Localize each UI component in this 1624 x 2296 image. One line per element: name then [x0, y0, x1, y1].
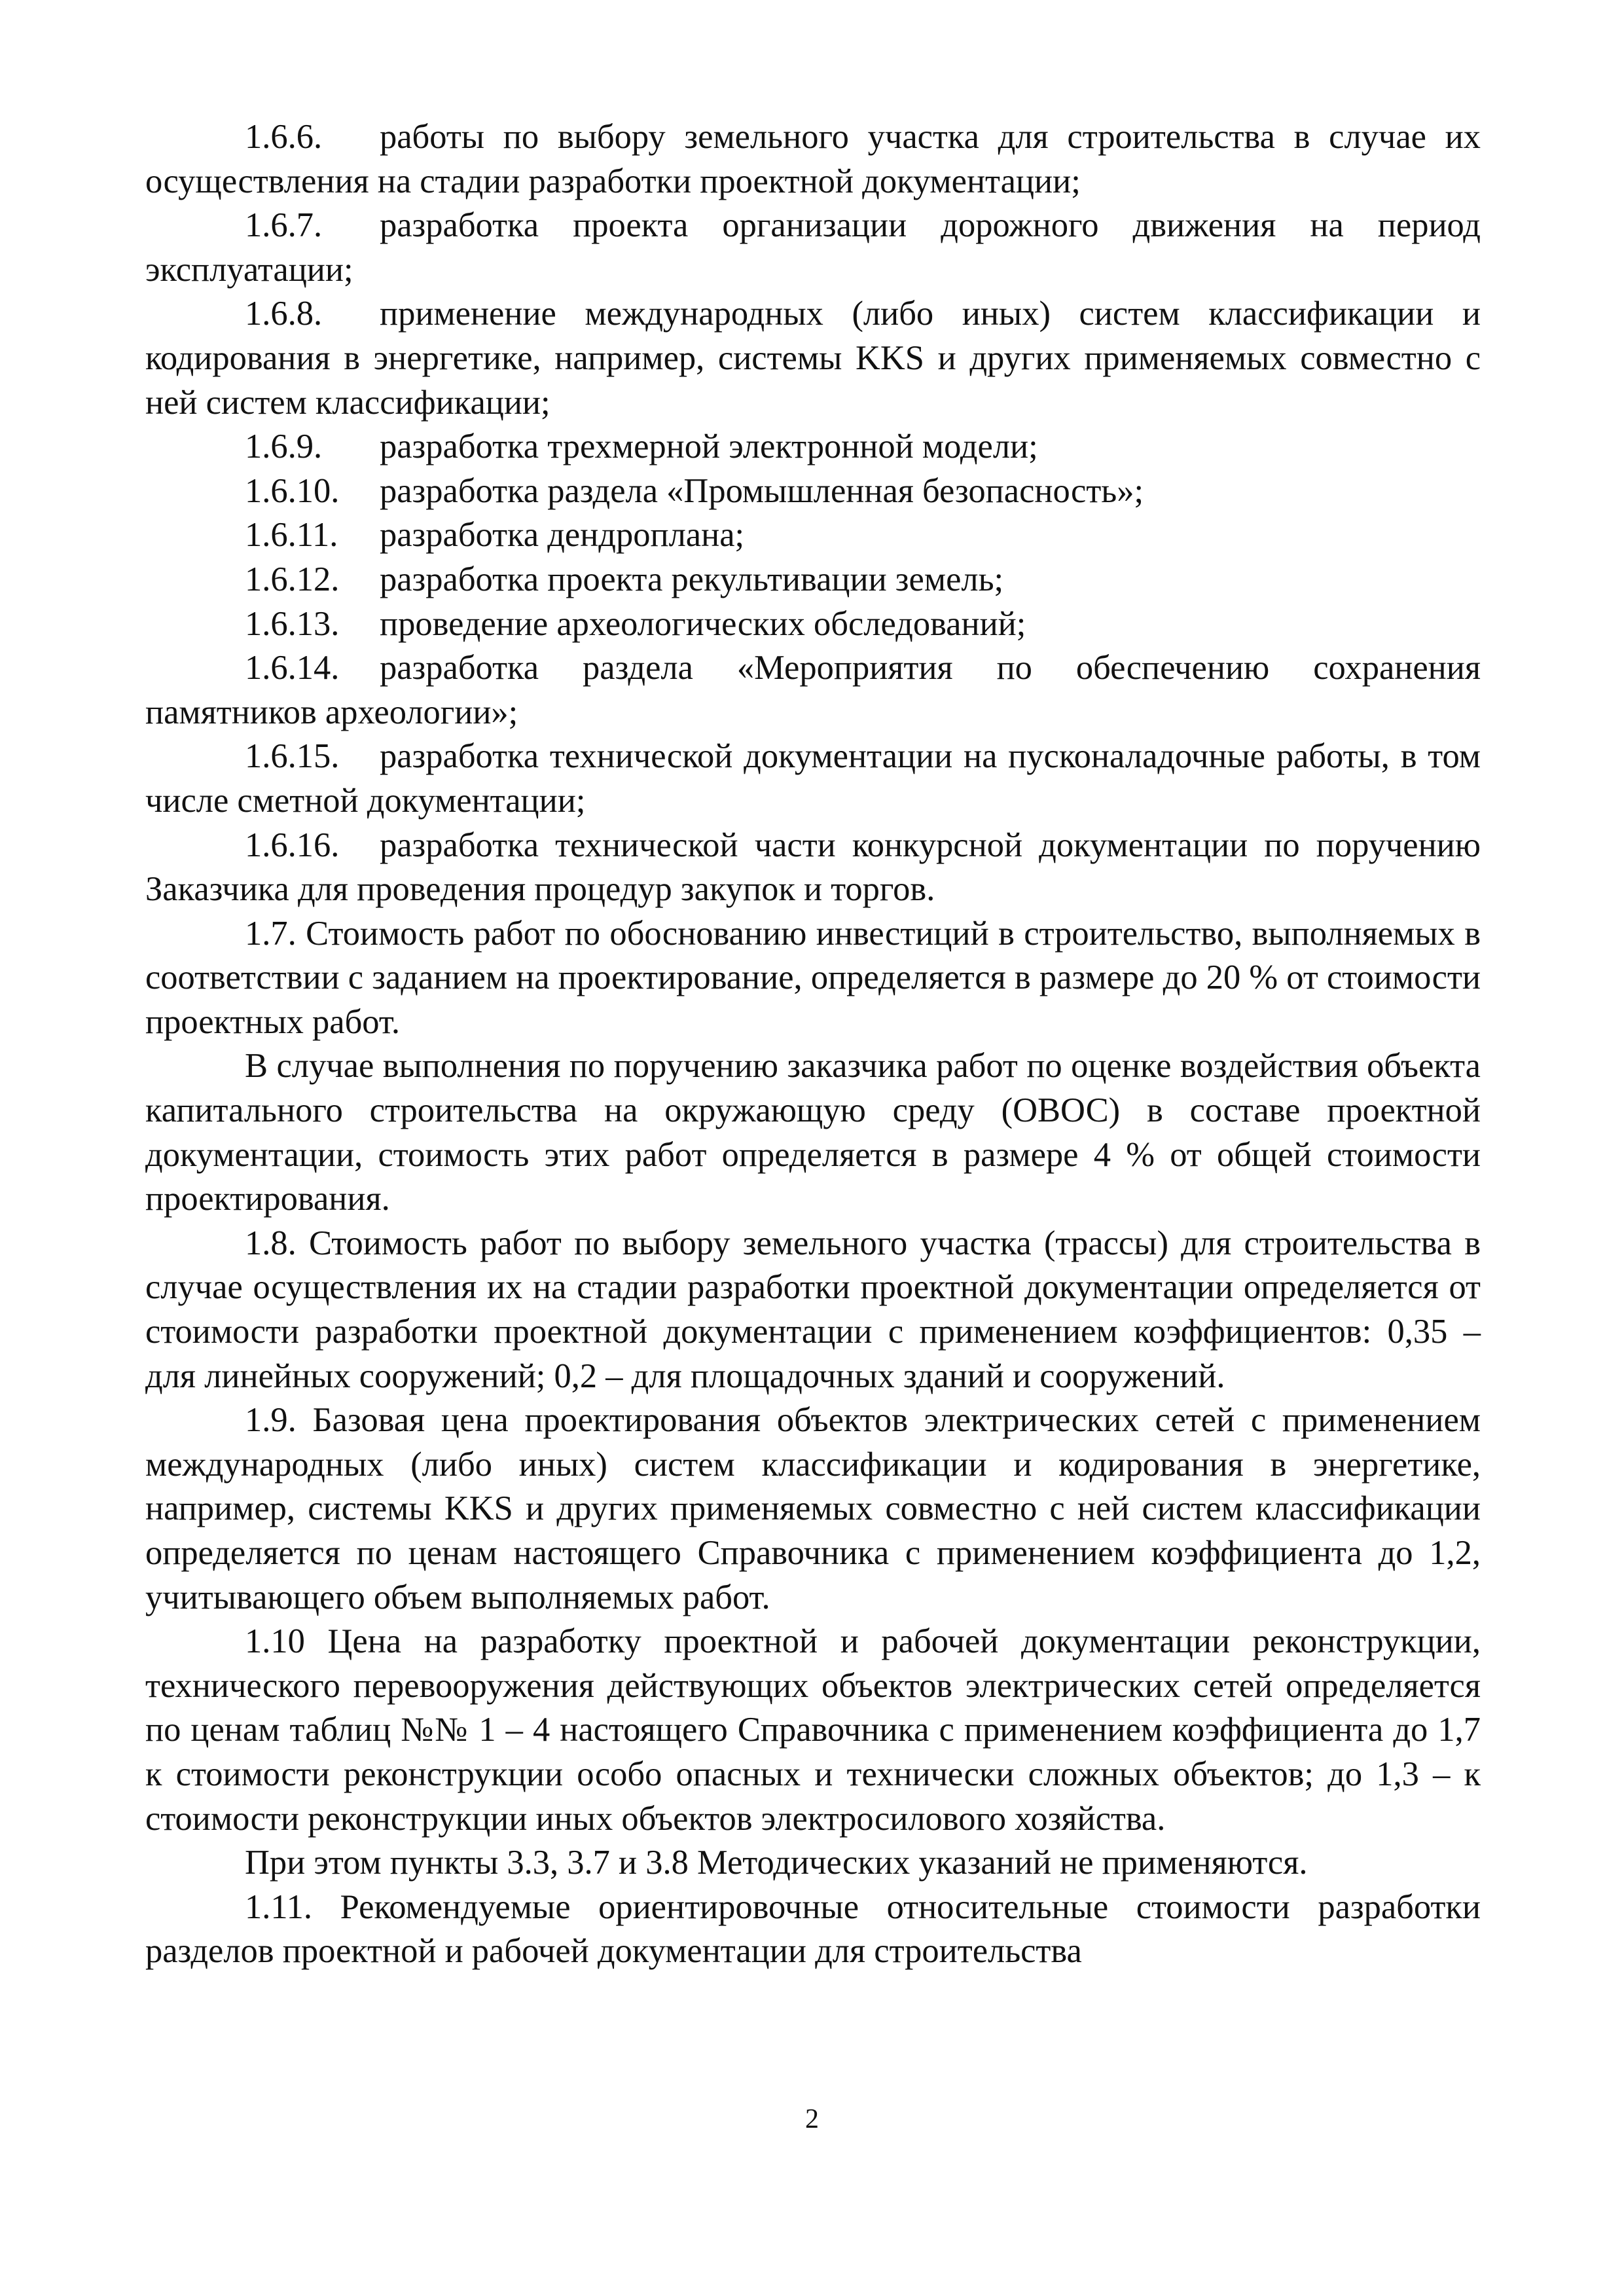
document-body — [145, 115, 1481, 1974]
paragraph-1-7: 1.7. Стоимость работ по обоснованию инвестиций в строительство, выполняемых в соответствии с заданием на проектирование, определяется в размере до 20 % от стоимости проектных работ. — [145, 914, 1481, 1041]
list-item-1-6-9 — [145, 425, 1481, 469]
list-item-1-6-6 — [145, 115, 1481, 204]
paragraph-1-10: 1.10 Цена на разработку проектной и рабочей документации реконструкции, технического перевооружения действующих объектов электрических сетей определяется по ценам таблиц №№ 1 – 4 настоящего Справочника с применением коэффициента до 1,7 к стоимости реконструкции особо опасных и технически сложных объектов; до 1,3 – к стоимости реконструкции иных объектов электросилового хозяйства. — [145, 1622, 1481, 1838]
list-item-1-6-15 — [145, 735, 1481, 823]
list-item-1-6-10 — [145, 469, 1481, 514]
item-number: 1.6.16. — [245, 826, 340, 864]
item-text: разработка проекта организации дорожного движения на период эксплуатации; — [145, 206, 1481, 289]
item-text: разработка технической документации на пусконаладочные работы, в том числе сметной документации; — [145, 737, 1481, 820]
item-number: 1.6.9. — [245, 428, 323, 466]
list-item-1-6-16 — [145, 824, 1481, 912]
paragraph-1-11: 1.11. Рекомендуемые ориентировочные относительные стоимости разработки разделов проектной и рабочей документации для строительства — [145, 1887, 1481, 1971]
item-number: 1.6.6. — [245, 118, 323, 156]
item-number: 1.6.11. — [245, 516, 338, 555]
item-number: 1.6.15. — [245, 737, 340, 776]
item-text: разработка трехмерной электронной модели; — [380, 428, 1038, 466]
item-number: 1.6.7. — [245, 206, 323, 245]
item-number: 1.6.13. — [245, 604, 340, 643]
item-text: разработка технической части конкурсной документации по поручению Заказчика для проведения процедур закупок и торгов. — [145, 826, 1481, 909]
item-text: разработка дендроплана; — [380, 516, 745, 555]
list-item-1-6-7 — [145, 204, 1481, 292]
paragraph-ovos: В случае выполнения по поручению заказчика работ по оценке воздействия объекта капитального строительства на окружающую среду (ОВОС) в составе проектной документации, стоимость этих работ определяется в размере 4 % от общей стоимости проектирования. — [145, 1047, 1481, 1218]
item-text: разработка раздела «Промышленная безопасность»; — [380, 471, 1144, 510]
item-text: разработка проекта рекультивации земель; — [380, 560, 1004, 598]
item-number: 1.6.12. — [245, 560, 340, 598]
item-number: 1.6.8. — [245, 295, 323, 333]
item-text: разработка раздела «Мероприятия по обеспечению сохранения памятников археологии»; — [145, 649, 1481, 731]
paragraph-exceptions: При этом пункты 3.3, 3.7 и 3.8 Методических указаний не применяются. — [245, 1844, 1308, 1882]
item-text: работы по выбору земельного участка для строительства в случае их осуществления на стадии разработки проектной документации; — [145, 118, 1481, 200]
page-number: 2 — [805, 2104, 819, 2134]
item-number: 1.6.10. — [245, 471, 340, 510]
list-item-1-6-14 — [145, 646, 1481, 735]
paragraph-1-9: 1.9. Базовая цена проектирования объектов электрических сетей с применением международных (либо иных) систем классификации и кодирования в энергетике, например, системы KKS и других применяемых совместно с ней систем классификации определяется по ценам настоящего Справочника с применением коэффициента до 1,2, учитывающего объем выполняемых работ. — [145, 1401, 1481, 1616]
list-item-1-6-12 — [145, 558, 1481, 602]
item-text: проведение археологических обследований; — [380, 604, 1026, 643]
list-item-1-6-13 — [145, 602, 1481, 647]
list-item-1-6-8 — [145, 292, 1481, 425]
item-number: 1.6.14. — [245, 649, 340, 687]
list-item-1-6-11 — [145, 513, 1481, 558]
paragraph-1-8: 1.8. Стоимость работ по выбору земельного участка (трассы) для строительства в случае осуществления их на стадии разработки проектной документации определяется от стоимости разработки проектной документации с применением коэффициентов: 0,35 – для линейных сооружений; 0,2 – для площадочных зданий и сооружений. — [145, 1224, 1481, 1395]
item-text: применение международных (либо иных) систем классификации и кодирования в энергетике, например, системы KKS и других применяемых совместно с ней систем классификации; — [145, 295, 1481, 422]
